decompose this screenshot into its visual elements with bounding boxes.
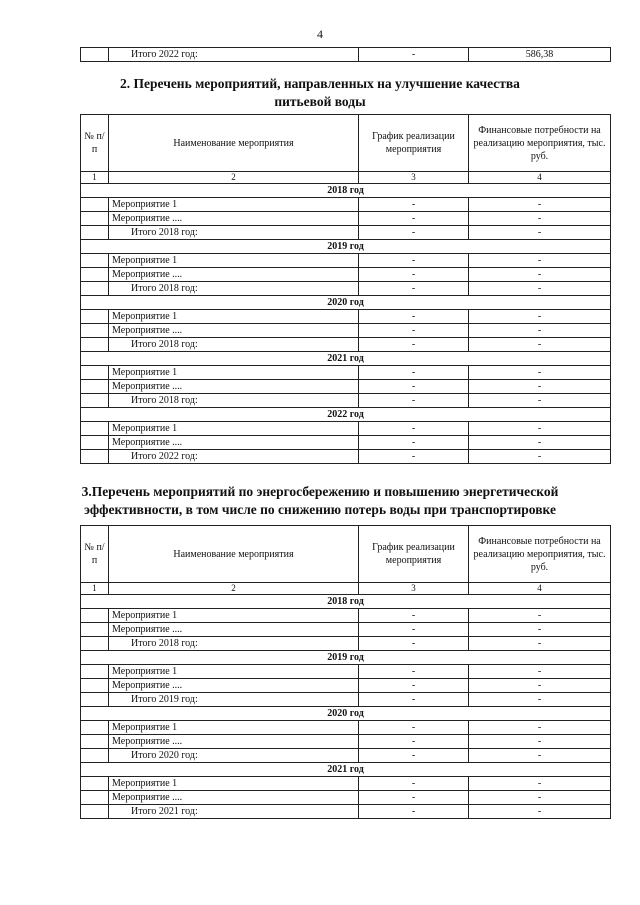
header-name: Наименование мероприятия [109, 526, 359, 583]
finance-cell: - [469, 609, 611, 623]
year-label: 2018 год [81, 595, 611, 609]
total-label: Итого 2018 год: [109, 637, 359, 651]
num-cell [81, 679, 109, 693]
table-row [81, 721, 611, 735]
finance-cell: - [469, 366, 611, 380]
total-label: Итого 2018 год: [109, 394, 359, 408]
header-schedule: График реализации мероприятия [359, 526, 469, 583]
finance-cell: - [469, 777, 611, 791]
table-row [81, 436, 611, 450]
activity-name: Мероприятие 1 [109, 721, 359, 735]
finance-cell: - [469, 422, 611, 436]
table-row [81, 679, 611, 693]
num-cell [81, 450, 109, 464]
table-row [81, 735, 611, 749]
total-row [81, 749, 611, 763]
year-row [81, 707, 611, 721]
total-row [81, 282, 611, 296]
finance-cell: - [469, 749, 611, 763]
total-row [81, 450, 611, 464]
column-number-row [81, 583, 611, 595]
header-num: № п/п [81, 115, 109, 172]
schedule-cell: - [359, 338, 469, 352]
num-cell [81, 637, 109, 651]
activity-name: Мероприятие 1 [109, 198, 359, 212]
num-cell [81, 268, 109, 282]
carryover-table [80, 47, 611, 62]
column-number: 3 [359, 583, 469, 595]
header-finance: Финансовые потребности на реализацию мероприятия, тыс. руб. [469, 526, 611, 583]
year-row [81, 184, 611, 198]
column-number: 4 [469, 172, 611, 184]
num-cell [81, 735, 109, 749]
table-row [81, 366, 611, 380]
finance-cell: - [469, 212, 611, 226]
total-label: Итого 2020 год: [109, 749, 359, 763]
finance-cell: - [469, 791, 611, 805]
table-row [81, 380, 611, 394]
finance-cell: - [469, 665, 611, 679]
num-cell [81, 805, 109, 819]
finance-cell: - [469, 436, 611, 450]
section3-title-line2: эффективности, в том числе по снижению потерь воды при транспортировке [84, 502, 556, 517]
finance-cell: - [469, 310, 611, 324]
total-label: Итого 2018 год: [109, 226, 359, 240]
num-cell [81, 791, 109, 805]
total-row [81, 693, 611, 707]
section2-title-line2: питьевой воды [274, 94, 366, 109]
finance-cell: - [469, 282, 611, 296]
year-label: 2021 год [81, 763, 611, 777]
header-row [81, 526, 611, 583]
num-cell [81, 324, 109, 338]
num-cell [81, 254, 109, 268]
activity-name: Мероприятие .... [109, 268, 359, 282]
schedule-cell: - [359, 450, 469, 464]
table-row [81, 212, 611, 226]
table-row [81, 791, 611, 805]
table-row [81, 777, 611, 791]
num-cell [81, 338, 109, 352]
num-cell [81, 380, 109, 394]
column-number: 4 [469, 583, 611, 595]
schedule-cell: - [359, 665, 469, 679]
finance-cell: - [469, 623, 611, 637]
finance-cell: - [469, 805, 611, 819]
finance-cell: - [469, 721, 611, 735]
activity-name: Мероприятие 1 [109, 422, 359, 436]
activity-name: Мероприятие 1 [109, 254, 359, 268]
year-label: 2019 год [81, 651, 611, 665]
schedule-cell: - [359, 805, 469, 819]
num-cell [81, 777, 109, 791]
num-cell [81, 310, 109, 324]
column-number: 2 [109, 172, 359, 184]
section3-title [0, 483, 640, 519]
finance-cell: - [469, 380, 611, 394]
activity-name: Мероприятие 1 [109, 366, 359, 380]
num-cell [81, 623, 109, 637]
activity-name: Мероприятие 1 [109, 310, 359, 324]
schedule-cell: - [359, 254, 469, 268]
year-row [81, 296, 611, 310]
num-cell [81, 366, 109, 380]
finance-cell: - [469, 450, 611, 464]
schedule-cell: - [359, 679, 469, 693]
header-num: № п/п [81, 526, 109, 583]
total-label: Итого 2022 год: [109, 450, 359, 464]
schedule-cell: - [359, 394, 469, 408]
column-number: 2 [109, 583, 359, 595]
schedule-cell: - [359, 623, 469, 637]
table-row [81, 254, 611, 268]
schedule-cell: - [359, 721, 469, 735]
schedule-cell: - [359, 226, 469, 240]
amount-cell: 586,38 [469, 48, 611, 62]
header-name: Наименование мероприятия [109, 115, 359, 172]
activity-name: Мероприятие .... [109, 212, 359, 226]
finance-cell: - [469, 254, 611, 268]
finance-cell: - [469, 198, 611, 212]
total-row [81, 637, 611, 651]
num-cell [81, 226, 109, 240]
total-label: Итого 2018 год: [109, 338, 359, 352]
table-row [81, 48, 611, 62]
num-cell [81, 198, 109, 212]
activity-name: Мероприятие 1 [109, 777, 359, 791]
schedule-cell: - [359, 422, 469, 436]
year-row [81, 408, 611, 422]
finance-cell: - [469, 338, 611, 352]
table-row [81, 623, 611, 637]
num-cell [81, 749, 109, 763]
total-row [81, 394, 611, 408]
num-cell [81, 422, 109, 436]
schedule-cell: - [359, 48, 469, 62]
num-cell [81, 609, 109, 623]
total-row [81, 338, 611, 352]
section2-table [80, 114, 611, 464]
activity-name: Мероприятие .... [109, 679, 359, 693]
finance-cell: - [469, 735, 611, 749]
activity-name: Мероприятие .... [109, 324, 359, 338]
column-number: 1 [81, 583, 109, 595]
finance-cell: - [469, 394, 611, 408]
finance-cell: - [469, 324, 611, 338]
year-label: 2021 год [81, 352, 611, 366]
activity-name: Мероприятие .... [109, 735, 359, 749]
table-row [81, 324, 611, 338]
schedule-cell: - [359, 791, 469, 805]
page-number: 4 [317, 27, 323, 41]
activity-name: Мероприятие .... [109, 623, 359, 637]
schedule-cell: - [359, 268, 469, 282]
table-row [81, 198, 611, 212]
finance-cell: - [469, 226, 611, 240]
schedule-cell: - [359, 749, 469, 763]
year-label: 2022 год [81, 408, 611, 422]
schedule-cell: - [359, 212, 469, 226]
header-row [81, 115, 611, 172]
total-label: Итого 2019 год: [109, 693, 359, 707]
num-cell [81, 721, 109, 735]
total-label: Итого 2021 год: [109, 805, 359, 819]
finance-cell: - [469, 679, 611, 693]
schedule-cell: - [359, 366, 469, 380]
total-row [81, 226, 611, 240]
total-row [81, 805, 611, 819]
year-label: 2020 год [81, 296, 611, 310]
column-number-row [81, 172, 611, 184]
schedule-cell: - [359, 310, 469, 324]
num-cell [81, 665, 109, 679]
num-cell [81, 394, 109, 408]
total-label: Итого 2022 год: [109, 48, 359, 62]
activity-name: Мероприятие .... [109, 791, 359, 805]
activity-name: Мероприятие 1 [109, 665, 359, 679]
num-cell [81, 48, 109, 62]
year-row [81, 352, 611, 366]
schedule-cell: - [359, 436, 469, 450]
schedule-cell: - [359, 609, 469, 623]
schedule-cell: - [359, 380, 469, 394]
column-number: 1 [81, 172, 109, 184]
year-row [81, 651, 611, 665]
finance-cell: - [469, 268, 611, 282]
schedule-cell: - [359, 637, 469, 651]
num-cell [81, 282, 109, 296]
schedule-cell: - [359, 198, 469, 212]
schedule-cell: - [359, 735, 469, 749]
activity-name: Мероприятие .... [109, 436, 359, 450]
schedule-cell: - [359, 777, 469, 791]
activity-name: Мероприятие 1 [109, 609, 359, 623]
section3-title-line1: 3.Перечень мероприятий по энергосбережению и повышению энергетической [81, 484, 559, 499]
total-label: Итого 2018 год: [109, 282, 359, 296]
section2-title [0, 75, 640, 111]
finance-cell: - [469, 637, 611, 651]
year-label: 2020 год [81, 707, 611, 721]
num-cell [81, 693, 109, 707]
year-label: 2018 год [81, 184, 611, 198]
finance-cell: - [469, 693, 611, 707]
num-cell [81, 436, 109, 450]
table-row [81, 422, 611, 436]
schedule-cell: - [359, 282, 469, 296]
table-row [81, 268, 611, 282]
table-row [81, 665, 611, 679]
year-row [81, 763, 611, 777]
header-finance: Финансовые потребности на реализацию мероприятия, тыс. руб. [469, 115, 611, 172]
year-row [81, 595, 611, 609]
table-row [81, 310, 611, 324]
header-schedule: График реализации мероприятия [359, 115, 469, 172]
year-row [81, 240, 611, 254]
table-row [81, 609, 611, 623]
schedule-cell: - [359, 324, 469, 338]
num-cell [81, 212, 109, 226]
section3-table [80, 525, 611, 819]
activity-name: Мероприятие .... [109, 380, 359, 394]
year-label: 2019 год [81, 240, 611, 254]
section2-title-line1: 2. Перечень мероприятий, направленных на улучшение качества [120, 76, 520, 91]
column-number: 3 [359, 172, 469, 184]
schedule-cell: - [359, 693, 469, 707]
